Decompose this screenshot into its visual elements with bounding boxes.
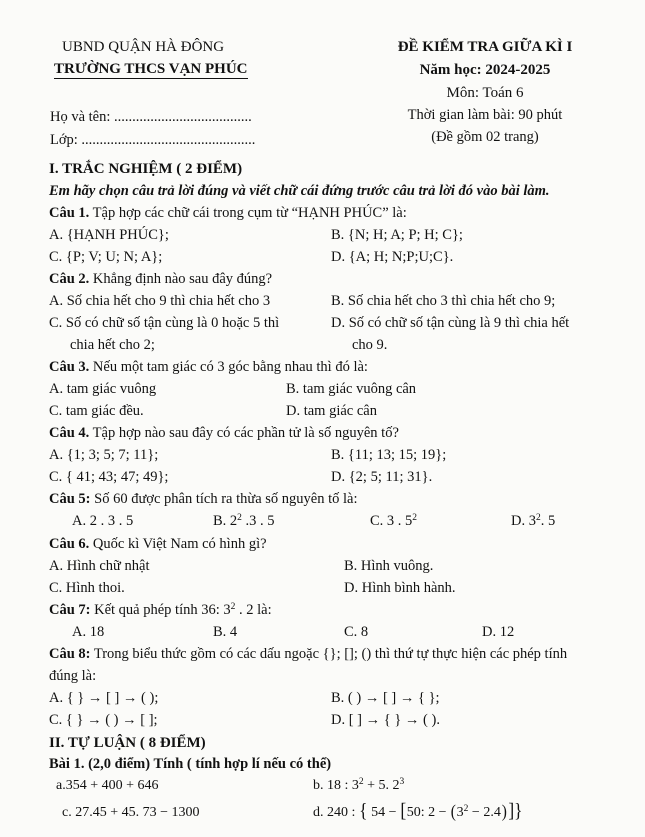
exercise-1d [313,801,523,823]
question-1-text: Tập hợp các chữ cái trong cụm từ “HẠNH PHÚC” là: [89,205,407,221]
school-year: Năm học: 2024-2025 [419,62,551,78]
q6-option-c: C. Hình thoi. [49,580,125,596]
q8-option-a: A. { } → [ ] → ( ); [49,690,159,706]
exercise-1-title: Bài 1. (2,0 điểm) Tính ( tính hợp lí nếu có thể) [49,756,332,772]
question-7 [49,602,272,619]
q1-option-a: A. {HẠNH PHÚC}; [49,227,169,243]
q3-option-d: D. tam giác cân [286,403,377,419]
question-4-label: Câu 4. [49,425,90,441]
q6-option-b: B. Hình vuông. [344,558,434,574]
question-6 [49,536,267,553]
ex1b-mid: + 5. 2 [363,778,400,793]
q7-option-c: C. 8 [344,624,369,640]
question-2-label: Câu 2. [49,271,90,287]
school-name-text: TRƯỜNG THCS VẠN PHÚC [54,61,248,77]
q5-b-base: B. 2 [213,513,238,529]
ex1d-bracket-close: ] [507,801,514,823]
q4-option-b: B. {11; 13; 15; 19}; [331,447,447,463]
question-5 [49,491,358,508]
q5-option-a: A. 2 . 3 . 5 [72,513,134,529]
q5-b-rest: .3 . 5 [241,513,275,529]
part2-title: II. TỰ LUẬN ( 8 ĐIỂM) [49,735,206,751]
district-name: UBND QUẬN HÀ ĐÔNG [62,39,225,55]
student-class-field: Lớp: ................................................ [50,132,256,148]
q5-option-b [213,513,275,530]
q7-option-a: A. 18 [72,624,105,640]
ex1d-part2: 50: 2 − [406,805,450,820]
exercise-1a: a.354 + 400 + 646 [56,778,159,793]
question-7-exp: 2 [230,602,236,612]
q2-option-d-cont: cho 9. [352,337,388,353]
question-8 [49,646,567,663]
ex1d-part3: 3 [456,805,464,820]
q6-option-a: A. Hình chữ nhật [49,558,150,574]
ex1d-brace-open: { [359,801,368,823]
q1-option-d: D. {A; H; N;P;U;C}. [331,249,454,265]
question-1 [49,205,407,222]
q3-option-a: A. tam giác vuông [49,381,157,397]
question-5-label: Câu 5: [49,491,91,507]
ex1b-base: b. 18 : 3 [313,778,359,793]
q3-option-b: B. tam giác vuông cân [286,381,417,397]
question-7-text: Kết quả phép tính 36: 3 [90,602,231,618]
q3-option-c: C. tam giác đều. [49,403,144,419]
q8-option-b: B. ( ) → [ ] → { }; [331,690,440,706]
ex1d-paren-open: ( [450,802,456,822]
ex1b-exp1: 2 [358,777,364,787]
question-2 [49,271,272,288]
q5-c-exp: 2 [412,513,418,523]
question-4-text: Tập hợp nào sau đây có các phần tử là số nguyên tố? [89,425,399,441]
q4-option-c: C. { 41; 43; 47; 49}; [49,469,169,485]
ex1d-base: d. 240 : [313,805,359,820]
question-5-text: Số 60 được phân tích ra thừa số nguyên tố là: [90,491,358,507]
duration: Thời gian làm bài: 90 phút [407,107,563,123]
student-name-field: Họ và tên: ...................................... [50,109,252,125]
q2-option-c-cont: chia hết cho 2; [70,337,155,353]
question-8-label: Câu 8: [49,646,91,662]
q5-d-rest: . 5 [540,513,556,529]
q8-option-c: C. { } → ( ) → [ ]; [49,712,158,728]
exercise-1b [313,778,404,795]
question-4 [49,425,399,442]
q2-option-c: C. Số có chữ số tận cùng là 0 hoặc 5 thì [49,315,280,331]
question-8-text-cont: đúng là: [49,668,97,684]
part1-instruction: Em hãy chọn câu trả lời đúng và viết chữ cái đứng trước câu trả lời đó vào bài làm. [49,183,550,199]
ex1d-exp: 2 [463,804,469,814]
q1-option-c: C. {P; V; U; N; A}; [49,249,163,265]
question-8-text: Trong biểu thức gồm có các dấu ngoặc {}; []; () thì thứ tự thực hiện các phép tính [90,646,568,662]
q5-option-c [370,513,417,530]
part1-title: I. TRẮC NGHIỆM ( 2 ĐIỂM) [49,161,243,177]
q7-option-b: B. 4 [213,624,238,640]
question-3-label: Câu 3. [49,359,90,375]
q5-d-exp: 2 [535,513,541,523]
q4-option-a: A. {1; 3; 5; 7; 11}; [49,447,159,463]
ex1d-paren-close: ) [501,802,507,822]
ex1b-exp2: 3 [399,777,405,787]
question-3-text: Nếu một tam giác có 3 góc bằng nhau thì đó là: [89,359,368,375]
page-count: (Đề gồm 02 trang) [431,129,539,145]
question-2-text: Khẳng định nào sau đây đúng? [89,271,273,287]
subject: Môn: Toán 6 [446,85,524,101]
ex1d-part1: 54 − [367,805,401,820]
question-1-label: Câu 1. [49,205,90,221]
q8-option-d: D. [ ] → { } → ( ). [331,712,440,728]
q5-d-base: D. 3 [511,513,536,529]
q6-option-d: D. Hình bình hành. [344,580,456,596]
q7-option-d: D. 12 [482,624,515,640]
q2-option-a: A. Số chia hết cho 9 thì chia hết cho 3 [49,293,271,309]
q5-option-d [511,513,555,530]
question-6-label: Câu 6. [49,536,90,552]
question-7-text-end: . 2 là: [235,602,272,618]
question-3 [49,359,368,376]
exam-title: ĐỀ KIỂM TRA GIỮA KÌ I [397,39,573,55]
question-6-text: Quốc kì Việt Nam có hình gì? [89,536,267,552]
question-7-label: Câu 7: [49,602,91,618]
q2-option-b: B. Số chia hết cho 3 thì chia hết cho 9; [331,293,556,309]
q1-option-b: B. {N; H; A; P; H; C}; [331,227,463,243]
q2-option-d: D. Số có chữ số tận cùng là 9 thì chia hết [331,315,570,331]
q5-b-exp: 2 [237,513,242,523]
ex1d-brace-close: } [514,801,523,823]
school-name [54,60,248,79]
ex1d-part4: − 2.4 [468,805,501,820]
q5-c-base: C. 3 . 5 [370,513,413,529]
q4-option-d: D. {2; 5; 11; 31}. [331,469,433,485]
ex1d-bracket-open: [ [400,801,407,823]
exercise-1c: c. 27.45 + 45. 73 − 1300 [62,805,200,820]
